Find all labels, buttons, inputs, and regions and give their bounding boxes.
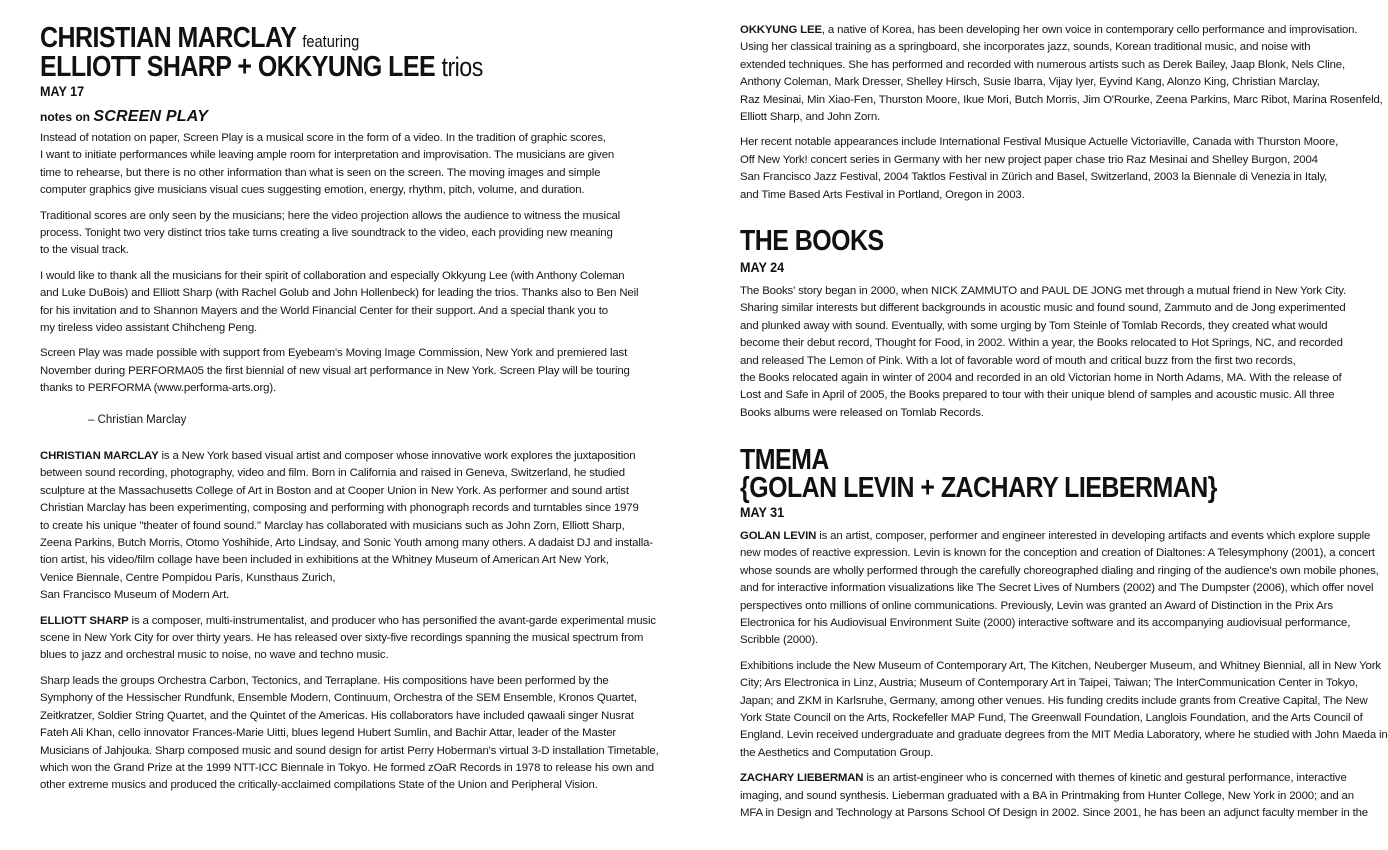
text-line: Elliott Sharp, and John Zorn. <box>740 111 881 124</box>
bio-lee-paragraph-2 <box>740 134 1383 204</box>
text-line: Her recent notable appearances include International Festival Musique Actuelle Victoriaville, Canada with Thurston Moore, <box>740 136 1339 149</box>
text-line: CHRISTIAN MARCLAY is a New York based visual artist and composer whose innovative work explores the juxtaposition <box>40 450 636 462</box>
text-line: and Luke DuBois) and Elliott Sharp (with Rachel Golub and John Hollenbeck) for leading the trios. Thanks also to Ben Neil <box>40 287 639 300</box>
text-line: to create his unique "theater of found sound." Marclay has collaborated with musicians such as John Zorn, Elliott Sharp, <box>40 519 625 532</box>
text-line: Lost and Safe in April of 2005, the Books prepared to tour with their unique blend of samples and acoustic music. All three <box>740 389 1335 402</box>
featuring-label: featuring <box>302 32 360 51</box>
text-line: sculpture at the Massachusetts College of Art in Boston and at Cooper Union in New York. As performer and sound artist <box>40 484 629 497</box>
text-line: the Books relocated again in winter of 2004 and recorded in an old Victorian home in North Adams, MA. With the release of <box>740 372 1342 385</box>
bios-body <box>40 448 659 795</box>
text-line: Screen Play was made possible with support from Eyebeam's Moving Image Commission, New York and premiered last <box>40 347 628 360</box>
text-line: November during PERFORMA05 the first biennial of new visual art performance in New York. Screen Play will be touring <box>40 364 630 377</box>
text-line: City; Ars Electronica in Linz, Austria; Museum of Contemporary Art in Taipei, Taiwan; The InterCommunication Center in Tokyo, <box>740 677 1358 690</box>
text-line: ELLIOTT SHARP is a composer, multi-instrumentalist, and producer who has personified the avant-garde experimental music <box>40 614 656 627</box>
notes-body <box>40 130 638 398</box>
bio-lee <box>740 22 1383 204</box>
text-line: become their debut record, Thought for Food, in 2002. Within a year, the Books relocated to Hot Springs, NC, and recorded <box>740 337 1343 350</box>
bio-sharp-continued <box>40 673 659 795</box>
text-line: to the visual track. <box>40 244 129 257</box>
tmema-title: TMEMA <box>740 444 829 476</box>
text-line: The Books' story began in 2000, when NICK ZAMMUTO and PAUL DE JONG met through a mutual friend in New York City. <box>740 285 1347 297</box>
text-line: York State Council on the Arts, Rockefeller MAP Fund, The Greenwall Foundation, Langlois Foundation, and the Arts Council of <box>740 712 1363 725</box>
text-line: GOLAN LEVIN is an artist, composer, performer and engineer interested in developing artifacts and events which explore supple <box>740 530 1371 542</box>
text-line: Sharing similar interests but different backgrounds in acoustic music and found sound, Zammuto and de Jong experimented <box>740 302 1346 315</box>
notes-paragraph-4 <box>40 345 638 397</box>
notes-paragraph-3 <box>40 268 638 338</box>
books-body <box>740 283 1346 422</box>
text-line: Musicians of Jahjouka. Sharp composed music and sound design for artist Perry Hoberman's virtual 3-D installation Timetable, <box>40 744 659 757</box>
bio-levin <box>740 528 1388 650</box>
notes-paragraph-2 <box>40 208 638 260</box>
text-line: perspectives onto millions of online communications. Previously, Levin was granted an Award of Distinction in the Prix Ars <box>740 599 1333 612</box>
event-date: MAY 17 <box>40 83 85 99</box>
text-line: whose sounds are wholly performed through the carefully choreographed dialing and ringing of the audience's own mobile phones, <box>740 564 1379 577</box>
text-line: and Time Based Arts Festival in Portland, Oregon in 2003. <box>740 188 1025 201</box>
text-line: I would like to thank all the musicians for their spirit of collaboration and especially Okkyung Lee (with Anthony Coleman <box>40 269 625 282</box>
text-line: between sound recording, photography, video and film. Born in California and raised in Geneva, Switzerland, he studied <box>40 467 625 480</box>
bio-levin-exhibitions <box>740 658 1388 762</box>
text-line: tion artist, his video/film collage have been included in exhibitions at the Whitney Museum of American Art New York, <box>40 554 609 567</box>
text-line: scene in New York City for over thirty years. He has released over sixty-five recordings spanning the musical spectrum from <box>40 632 644 645</box>
text-line: and released The Lemon of Pink. With a lot of favorable word of mouth and critical buzz from the first two records, <box>740 354 1296 367</box>
text-line: Traditional scores are only seen by the musicians; here the video projection allows the audience to witness the musical <box>40 209 621 222</box>
text-line: other extreme musics and produced the critically-acclaimed compilations State of the Union and Peripheral Vision. <box>40 779 598 792</box>
text-line: Japan; and ZKM in Karlsruhe, Germany, among other venues. His funding credits include grants from Creative Capital, The New <box>740 694 1368 707</box>
text-line: and for interactive information visualizations like The Secret Lives of Numbers (2002) and The Dumpster (2006), which offer novel <box>740 582 1374 595</box>
text-line: Sharp leads the groups Orchestra Carbon, Tectonics, and Terraplane. His compositions have been performed by the <box>40 674 609 687</box>
artist-name-marclay: CHRISTIAN MARCLAY <box>40 22 296 54</box>
trio-leaders: ELLIOTT SHARP + OKKYUNG LEE <box>40 51 436 83</box>
bio-lee-paragraph-1 <box>740 22 1383 126</box>
text-line: new modes of reactive expression. Levin is known for the conception and creation of Dialtones: A Telesymphony (2001), a concert <box>740 547 1375 560</box>
bio-lieberman <box>740 770 1388 822</box>
text-line: ZACHARY LIEBERMAN is an artist-engineer who is concerned with themes of kinetic and gestural performance, interactive <box>740 772 1347 785</box>
tmema-body <box>740 528 1388 823</box>
books-date: MAY 24 <box>740 259 785 275</box>
notes-prefix: notes on <box>40 110 90 124</box>
tmema-members: {GOLAN LEVIN + ZACHARY LIEBERMAN} <box>740 472 1217 504</box>
text-line: Raz Mesinai, Min Xiao-Fen, Thurston Moore, Ikue Mori, Butch Morris, Jim O'Rourke, Zeena Parkins, Marc Ribot, Marina Rosenfeld, <box>740 93 1383 106</box>
text-line: San Francisco Jazz Festival, 2004 Taktlos Festival in Zürich and Basel, Switzerland, 2003 la Biennale di Venezia in Italy, <box>740 171 1328 184</box>
bio-marclay <box>40 448 659 605</box>
text-line: Instead of notation on paper, Screen Play is a musical score in the form of a video. In the tradition of graphic scores, <box>40 132 606 144</box>
bio-name-levin: GOLAN LEVIN <box>740 530 817 542</box>
text-line: imaging, and sound synthesis. Lieberman graduated with a BA in Printmaking from Hunter College, New York in 2000; and an <box>740 789 1354 802</box>
trios-label: trios <box>441 52 483 82</box>
text-line: San Francisco Museum of Modern Art. <box>40 589 230 602</box>
text-line: England. Levin received undergraduate and graduate degrees from the MIT Media Laboratory, where he studied with John Maeda in <box>740 729 1388 742</box>
text-line: I want to initiate performances while leaving ample room for interpretation and improvisation. The musicians are given <box>40 149 615 162</box>
bio-name-sharp: ELLIOTT SHARP <box>40 614 129 627</box>
text-line: and plunked away with sound. Eventually, with some urging by Tom Steinle of Tomlab Records, they created what would <box>740 319 1328 332</box>
books-title: THE BOOKS <box>740 225 884 257</box>
text-line: process. Tonight two very distinct trios take turns creating a live soundtrack to the video, each providing new meaning <box>40 227 613 240</box>
text-line: Anthony Coleman, Mark Dresser, Shelley Hirsch, Susie Ibarra, Vijay Iyer, Eyvind Kang, Alonzo King, Christian Marclay, <box>740 76 1320 89</box>
bio-name-marclay: CHRISTIAN MARCLAY <box>40 450 159 462</box>
text-line: Books albums were released on Tomlab Records. <box>740 406 984 419</box>
text-line: extended techniques. She has performed and recorded with numerous artists such as Derek Bailey, Jaap Blonk, Nels Cline, <box>740 58 1345 71</box>
bio-name-lieberman: ZACHARY LIEBERMAN <box>740 772 864 785</box>
text-line: Off New York! concert series in Germany with her new project paper chase trio Raz Mesinai and Shelley Burgon, 2004 <box>740 153 1318 166</box>
text-line: thanks to PERFORMA (www.performa-arts.org). <box>40 382 276 395</box>
tmema-date: MAY 31 <box>740 504 785 520</box>
text-line: for his invitation and to Shannon Mayers and the World Financial Center for their support. And a special thank you to <box>40 304 608 317</box>
bio-sharp <box>40 613 659 665</box>
text-line: Venice Biennale, Centre Pompidou Paris, Kunsthaus Zurich, <box>40 571 336 584</box>
text-line: Zeitkratzer, Soldier String Quartet, and the Quintet of the Americas. His collaborators have included qawaali singer Nusrat <box>40 709 634 722</box>
text-line: OKKYUNG LEE, a native of Korea, has been developing her own voice in contemporary cello performance and improvisation. <box>740 24 1358 36</box>
text-line: Christian Marclay has been experimenting, composing and performing with phonograph records and turntables since 1979 <box>40 502 639 515</box>
bio-name-lee: OKKYUNG LEE <box>740 24 822 36</box>
notes-heading <box>40 108 208 126</box>
text-line: which won the Grand Prize at the 1999 NTT-ICC Biennale in Tokyo. He formed zOaR Records in 1978 to release his own and <box>40 761 654 774</box>
text-line: Zeena Parkins, Butch Morris, Otomo Yoshihide, Arto Lindsay, and Sonic Youth among many others. A dadaist DJ and installa- <box>40 537 653 550</box>
text-line: my tireless video assistant Chihcheng Peng. <box>40 322 258 335</box>
text-line: Using her classical training as a springboard, she incorporates jazz, sounds, Korean traditional music, and noise with <box>740 41 1311 54</box>
text-line: Electronica for his Audiovisual Environment Suite (2000) interactive software and its accompanying audiovisual performance, <box>740 617 1351 630</box>
event-title-line-2 <box>40 53 483 82</box>
text-line: time to rehearse, but there is no other information than what is seen on the screen. The moving images and simple <box>40 166 601 179</box>
text-line: Symphony of the Hessischer Rundfunk, Ensemble Modern, Continuum, Orchestra of the SEM Ensemble, Kronos Quartet, <box>40 692 637 705</box>
notes-title: SCREEN PLAY <box>93 108 209 125</box>
text-line: Scribble (2000). <box>740 634 819 647</box>
text-line: MFA in Design and Technology at Parsons School Of Design in 2002. Since 2001, he has been an adjunct faculty member in the <box>740 807 1368 820</box>
text-line: Fateh Ali Khan, cello innovator Frances-Marie Uitti, blues legend Hubert Sumlin, and Bachir Attar, leader of the Master <box>40 727 617 740</box>
notes-paragraph-1 <box>40 130 638 200</box>
text-line: blues to jazz and orchestral music to noise, no wave and techno music. <box>40 649 389 662</box>
text-line: computer graphics give musicians visual cues suggesting emotion, energy, rhythm, pitch, volume, and duration. <box>40 184 585 197</box>
text-line: Exhibitions include the New Museum of Contemporary Art, The Kitchen, Neuberger Museum, and Whitney Biennial, all in New York <box>740 659 1381 672</box>
text-line: the Aesthetics and Computation Group. <box>740 746 934 759</box>
signature: – Christian Marclay <box>88 414 187 426</box>
